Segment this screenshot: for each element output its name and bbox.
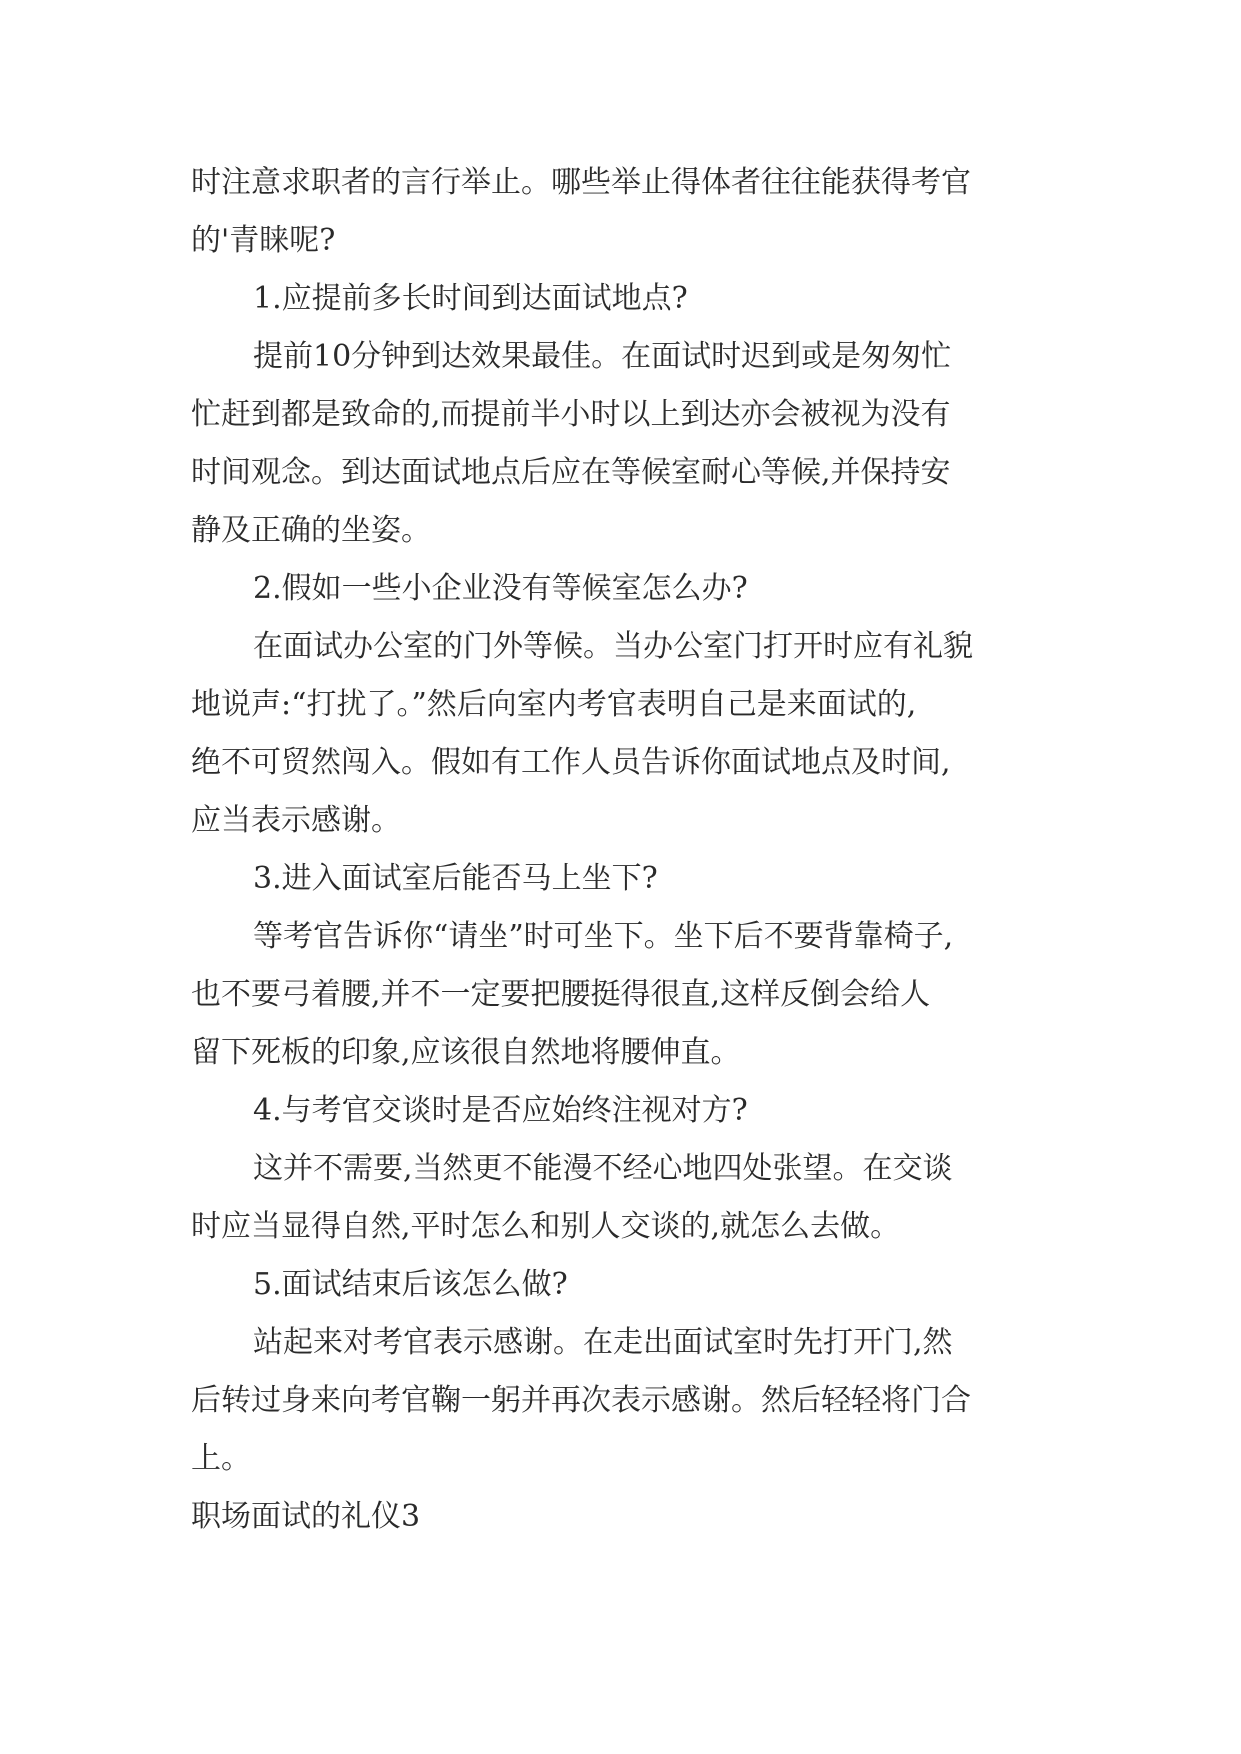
text-line: 提前10分钟到达效果最佳。在面试时迟到或是匆匆忙: [253, 339, 952, 374]
text-line: 绝不可贸然闯入。假如有工作人员告诉你面试地点及时间,: [191, 745, 951, 780]
document-body: [191, 154, 1071, 1546]
text-line: 时注意求职者的言行举止。哪些举止得体者往往能获得考官: [191, 165, 971, 200]
text-line: 忙赶到都是致命的,而提前半小时以上到达亦会被视为没有: [191, 397, 951, 432]
text-line: 时间观念。到达面试地点后应在等候室耐心等候,并保持安: [191, 455, 951, 490]
text-line: 1.应提前多长时间到达面试地点?: [253, 281, 688, 316]
text-line: 2.假如一些小企业没有等候室怎么办?: [253, 571, 748, 606]
text-line: 5.面试结束后该怎么做?: [253, 1267, 568, 1302]
text-line: 时应当显得自然,平时怎么和别人交谈的,就怎么去做。: [191, 1209, 901, 1244]
text-line: 留下死板的印象,应该很自然地将腰伸直。: [191, 1035, 741, 1070]
text-line: 的'青睐呢?: [191, 223, 336, 258]
text-line: 等考官告诉你“请坐”时可坐下。坐下后不要背靠椅子,: [253, 919, 954, 954]
text-line: 后转过身来向考官鞠一躬并再次表示感谢。然后轻轻将门合: [191, 1383, 971, 1418]
text-line: 静及正确的坐姿。: [191, 513, 431, 548]
text-line: 上。: [191, 1441, 251, 1476]
text-line: 在面试办公室的门外等候。当办公室门打开时应有礼貌: [253, 629, 973, 664]
text-line: 站起来对考官表示感谢。在走出面试室时先打开门,然: [253, 1325, 953, 1360]
text-line: 这并不需要,当然更不能漫不经心地四处张望。在交谈: [253, 1151, 953, 1186]
text-line: 3.进入面试室后能否马上坐下?: [253, 861, 658, 896]
text-line: 4.与考官交谈时是否应始终注视对方?: [253, 1093, 748, 1128]
text-line: 应当表示感谢。: [191, 803, 401, 838]
text-line: 职场面试的礼仪3: [191, 1499, 421, 1534]
text-line: 也不要弓着腰,并不一定要把腰挺得很直,这样反倒会给人: [191, 977, 931, 1012]
text-line: 地说声:“打扰了。”然后向室内考官表明自己是来面试的,: [191, 687, 917, 722]
